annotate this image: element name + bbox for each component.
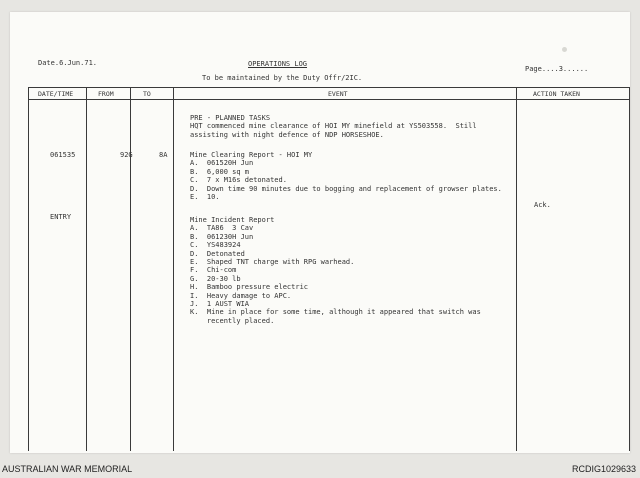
entry-event: Mine Incident Report A. TA86 3 Cav B. 061230H Jun C. YS483924 D. Detonated E. Shaped TNT charge with RPG warhead. F. Chi-com G. 20-30 lb H. Bamboo pressure electric I. Heavy damage to APC. J. 1 AUST WIA K. Mine in place for some time, although it appeared that switch was recently placed.: [190, 216, 481, 325]
table-left-rule: [28, 87, 29, 451]
entry-datetime: 061535: [50, 151, 76, 159]
table-right-rule: [629, 87, 630, 451]
entry-event: PRE - PLANNED TASKS HQT commenced mine clearance of HOI MY minefield at YS503558. Still assisting with night defence of NDP HORSESHOE.: [190, 114, 477, 139]
col-header-to: TO: [143, 90, 151, 98]
footer-id: RCDIG1029633: [571, 464, 636, 474]
punch-hole: [562, 47, 567, 52]
log-title: OPERATIONS LOG: [248, 60, 308, 68]
col-divider: [130, 87, 131, 451]
col-header-action: ACTION TAKEN: [533, 90, 580, 98]
page-number: Page....3......: [525, 65, 589, 73]
entry-to: 8A: [159, 151, 168, 159]
entry-action: Ack.: [534, 201, 551, 209]
entry-datetime: ENTRY: [50, 213, 72, 221]
entry-event: Mine Clearing Report - HOI MY A. 061520H Jun B. 6,000 sq m C. 7 x M16s detonated. D. Down time 90 minutes due to bogging and replacement of growser plates. E. 10.: [190, 151, 502, 202]
col-header-from: FROM: [98, 90, 114, 98]
header-rule: [28, 99, 630, 100]
col-header-event: EVENT: [328, 90, 348, 98]
entry-from: 92G: [120, 151, 133, 159]
col-header-datetime: DATE/TIME: [38, 90, 74, 98]
log-sheet: [10, 12, 630, 453]
log-subtitle: To be maintained by the Duty Offr/2IC.: [202, 74, 363, 82]
col-divider: [516, 87, 517, 451]
log-table: [28, 87, 630, 451]
footer-source: AUSTRALIAN WAR MEMORIAL: [2, 464, 133, 474]
table-top-rule: [28, 87, 630, 88]
col-divider: [173, 87, 174, 451]
col-divider: [86, 87, 87, 451]
log-date: Date.6.Jun.71.: [38, 59, 98, 67]
